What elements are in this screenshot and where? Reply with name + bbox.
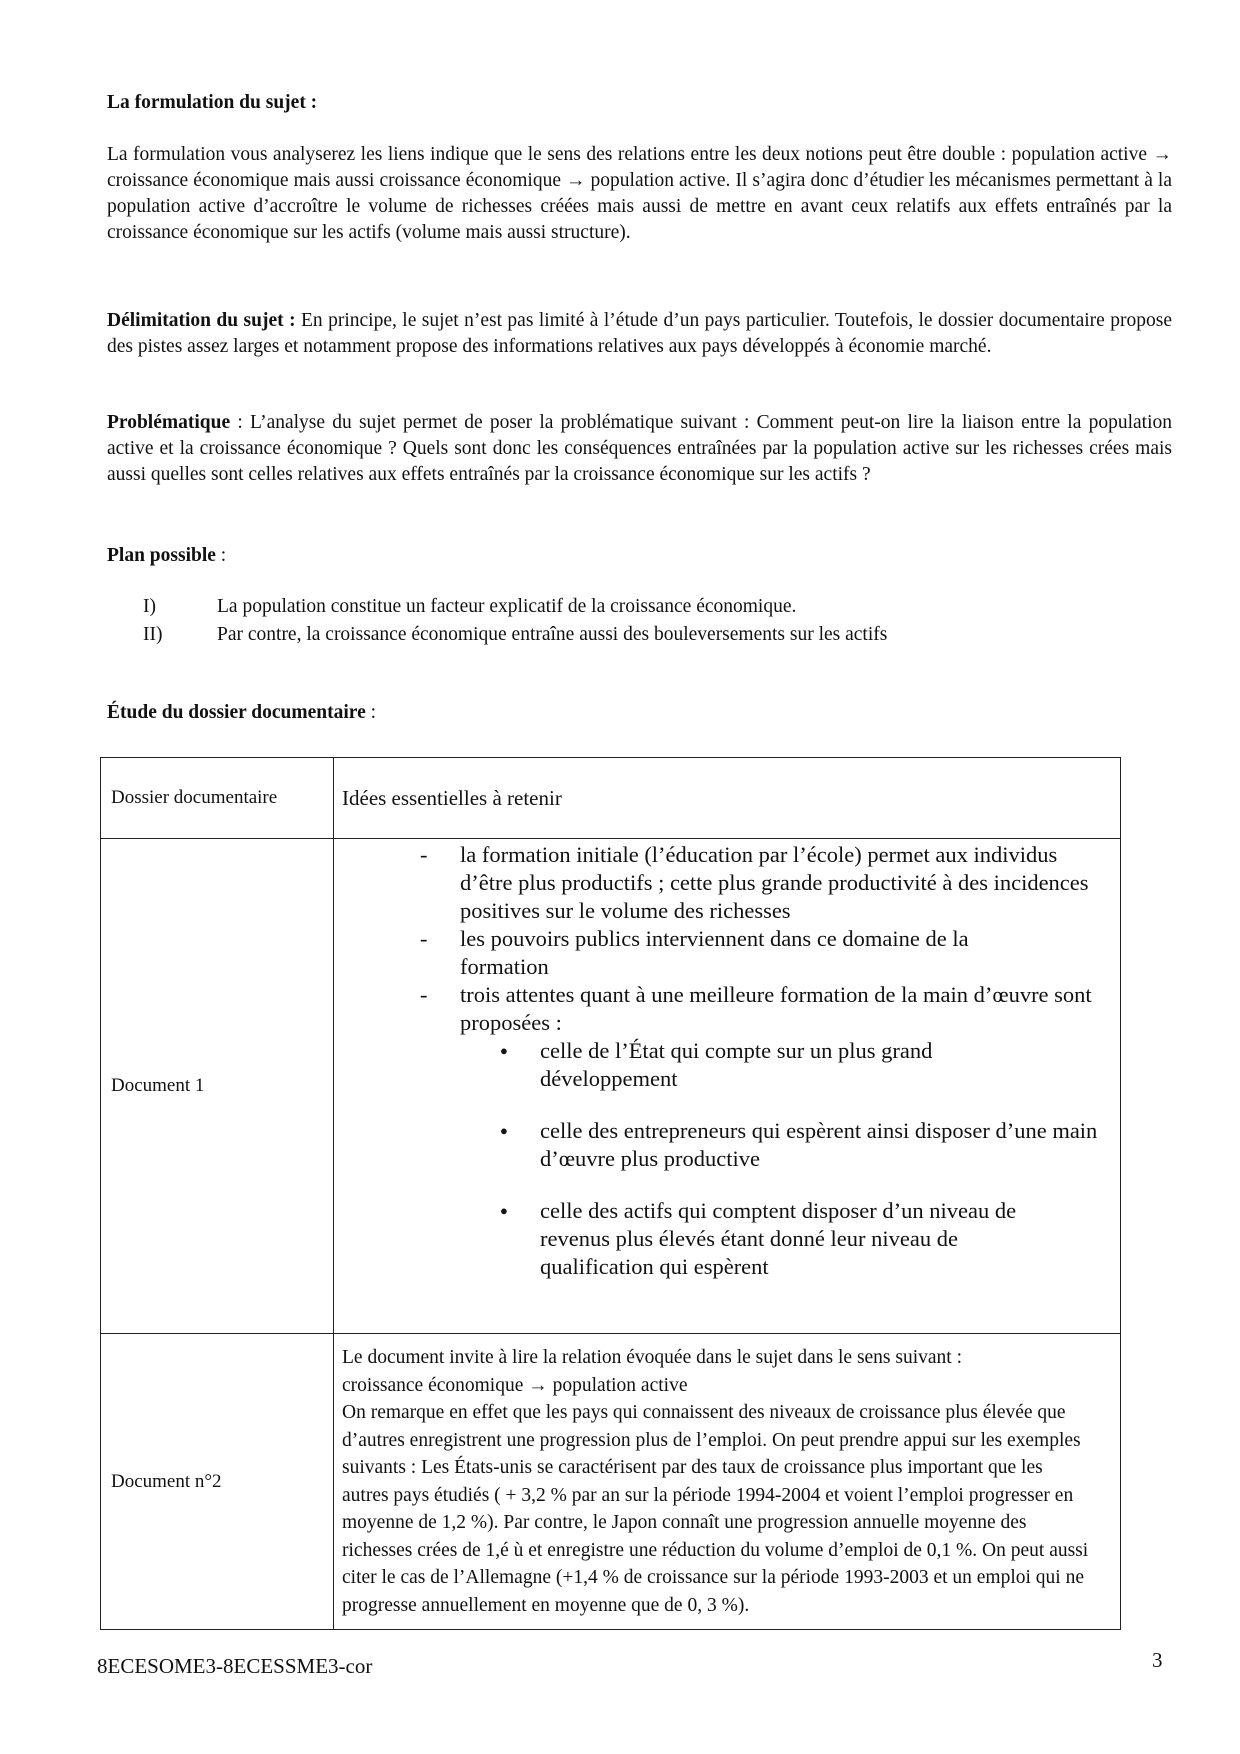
delimitation-text: En principe, le sujet n’est pas limité à l’étude d’un pays particulier. Toutefois, le dossier documentaire propose des pistes assez larges et notamment propose des informations relatives aux pays développés à économie marché. [107, 310, 1172, 357]
formulation-title: La formulation du sujet : [107, 92, 318, 113]
doc2-line: Le document invite à lire la relation évoquée dans le sujet dans le sens suivant : [342, 1347, 963, 1368]
doc1-ideas [334, 839, 1121, 1334]
header-idees: Idées essentielles à retenir [334, 758, 1121, 839]
page-number: 3 [1152, 1648, 1163, 1672]
doc1-dash-item: - la formation initiale (l’éducation par l’école) permet aux individus d’être plus productifs ; cette plus grande productivité à des incidences positives sur le volume des richesses [342, 841, 1112, 925]
plan-item-text: La population constitue un facteur explicatif de la croissance économique. [217, 596, 797, 617]
table-header-row [101, 758, 1121, 839]
plan-suffix: : [215, 545, 227, 566]
plan-item-number: I) [143, 596, 156, 617]
delimitation-label: Délimitation du sujet : [107, 310, 296, 331]
doc1-bullet-item: ● celle des entrepreneurs qui espèrent ainsi disposer d’une main d’œuvre plus productive [342, 1117, 1112, 1173]
plan-item [143, 622, 887, 648]
plan-item [143, 594, 796, 620]
problematique-text: : L’analyse du sujet permet de poser la problématique suivant : Comment peut-on lire la liaison entre la population active et la croissance économique ? Quels sont donc les conséquences entraînées par la population active sur les richesses crées mais aussi quelles sont celles relatives aux effets entraînés par la croissance économique sur les actifs ? [107, 412, 1172, 485]
doc1-bullet-item: ● celle de l’État qui compte sur un plus grand développement [342, 1037, 1112, 1093]
header-dossier: Dossier documentaire [101, 758, 334, 839]
plan-heading [107, 543, 1172, 569]
doc2-line: croissance économique → population active [342, 1374, 688, 1396]
doc1-dash-item: - trois attentes quant à une meilleure formation de la main d’œuvre sont proposées : [342, 981, 1112, 1037]
table-row-doc1 [101, 839, 1121, 1334]
document-code: 8ECESOME3-8ECESSME3-cor [97, 1654, 373, 1678]
etude-heading [107, 700, 1172, 726]
plan-label: Plan possible [107, 545, 216, 566]
doc2-line: On remarque en effet que les pays qui connaissent des niveaux de croissance plus élevée que d’autres enregistrent une progression plus de l’emploi. On peut prendre appui sur les exemples suivants : Les États-unis se caractérisent par des taux de croissance plus important que les autres pays étudiés ( + 3,2 % par an sur la période 1994-2004 et voient l’emploi progresser en moyenne de 1,2 %). Par contre, le Japon connaît une progression annuelle moyenne des richesses crées de 1,é ù et enregistre une réduction du volume d’emploi de 0,1 %. On peut aussi citer le cas de l’Allemagne (+1,4 % de croissance sur la période 1993-2003 et un emploi qui ne progresse annuellement en moyenne que de 0, 3 %). [342, 1402, 1089, 1616]
dossier-table [100, 757, 1121, 1630]
formulation-text: La formulation vous analyserez les liens indique que le sens des relations entre les deux notions peut être double : population active → croissance économique mais aussi croissance économique → population active. Il s’agira donc d’étudier les mécanismes permettant à la population active d’accroître le volume de richesses créées mais aussi de mettre en avant ceux relatifs aux effets entraînés par la croissance économique sur les actifs (volume mais aussi structure). [107, 144, 1172, 243]
doc2-label: Document n°2 [101, 1334, 334, 1630]
problematique-label: Problématique [107, 412, 231, 433]
problematique-paragraph [107, 410, 1172, 488]
plan-item-number: II) [143, 624, 163, 645]
doc2-ideas [334, 1334, 1121, 1630]
table-row-doc2 [101, 1334, 1121, 1630]
plan-item-text: Par contre, la croissance économique entraîne aussi des bouleversements sur les actifs [217, 624, 888, 645]
etude-suffix: : [365, 702, 377, 723]
doc1-bullet-item: ● celle des actifs qui comptent disposer d’un niveau de revenus plus élevés étant donné leur niveau de qualification qui espèrent [342, 1197, 1112, 1281]
doc1-label: Document 1 [101, 839, 334, 1334]
delimitation-paragraph [107, 308, 1172, 360]
doc1-dash-item: - les pouvoirs publics interviennent dans ce domaine de la formation [342, 925, 1112, 981]
etude-label: Étude du dossier documentaire [107, 702, 366, 723]
